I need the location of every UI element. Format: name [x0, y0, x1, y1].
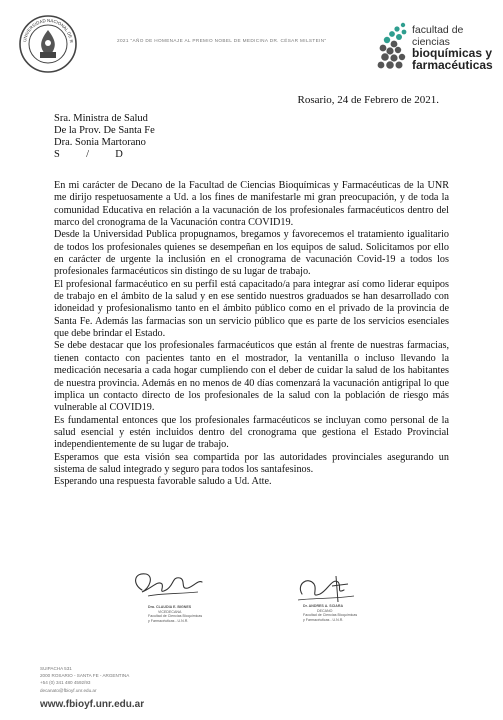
- seal-text: UNIVERSIDAD NACIONAL DE R: [22, 17, 74, 43]
- recipient-line: De la Prov. De Santa Fe: [54, 125, 155, 136]
- university-seal: [18, 14, 78, 74]
- faculty-line-3: bioquímicas y: [412, 46, 493, 60]
- faculty-logo: [375, 20, 410, 70]
- body-paragraph: Esperamos que esta visión sea compartida por las autoridades provinciales asegurando un sistema de salud integrado y seguro para todos los santafesinos.: [54, 451, 449, 475]
- signer-org: Facultad de Ciencias Bioquímicas: [148, 614, 203, 619]
- signer-org: y Farmacéuticas - U.N.R.: [148, 618, 189, 623]
- faculty-line-1: facultad de: [412, 24, 464, 36]
- footer-email[interactable]: decanato@fbioyf.unr.edu.ar: [40, 687, 97, 693]
- signature-left-stamp: [148, 605, 202, 623]
- body-paragraph: El profesional farmacéutico en su perfil está capacitado/a para integrar así como liderar equipos de trabajo en el ámbito de la salud y en ese sentido nuestros graduados se han desarrollado con idoneidad y profesionalismo tanto en el ámbito público como en el privado de la provincia de Santa Fe. Además las farmacias son un servicio público que es parte de los servicios esenciales que debe brindar el Estado.: [54, 278, 449, 340]
- signature-left: [128, 566, 208, 608]
- footer-city: 2000 ROSARIO - SANTA FE - ARGENTINA: [40, 673, 130, 679]
- letter-date: Rosario, 24 de Febrero de 2021.: [297, 94, 439, 106]
- signer-role: VICEDECANA: [158, 609, 182, 614]
- year-motto: 2021 "AÑO DE HOMENAJE AL PREMIO NOBEL DE MEDICINA DR. CÉSAR MILSTEIN": [117, 38, 327, 43]
- signer-name: Dr. ANDRES A. SCIARA: [303, 604, 344, 608]
- body-paragraph: Se debe destacar que los profesionales farmacéuticos que están al frente de nuestras farmacias, tienen contacto con pacientes tanto en el mostrador, la ventanilla o incluso llevando la medicación necesaria a cada hogar cumpliendo con el deber de cuidar la salud de los habitantes de nuestra provincia. Además en no menos de 40 días comenzará la vacunación antigripal lo que implica un contacto directo de los profesionales de la salud con la población de riesgo más vulnerable al COVID19.: [54, 340, 449, 414]
- body-paragraph: Esperando una respuesta favorable saludo a Ud. Atte.: [54, 476, 272, 488]
- faculty-line-2: ciencias: [412, 35, 450, 48]
- recipient-block: [54, 113, 155, 161]
- recipient-line: S / D: [54, 149, 123, 160]
- recipient-line: Dra. Sonia Martorano: [54, 137, 146, 148]
- footer-website-link[interactable]: www.fbioyf.unr.edu.ar: [40, 699, 145, 710]
- footer-contact: [40, 665, 129, 694]
- signature-right-stamp: [303, 604, 357, 622]
- faculty-line-4: farmacéuticas: [412, 58, 493, 72]
- body-paragraph: Desde la Universidad Publica propugnamos, bregamos y favorecemos el tratamiento igualitario de todos los profesionales quienes se desempeñan en los equipos de salud. Solicitamos por ello en carácter de urgente la inclusión en el cronograma de vacunación Covid-19 a todos los profesionales farmacéuticos sin distingo de su lugar de trabajo.: [54, 229, 449, 278]
- footer-address: SUIPACHA 531: [40, 666, 72, 671]
- signer-role: DECANO: [317, 608, 333, 613]
- handwritten-signature-left: [128, 566, 208, 608]
- signer-org: y Farmacéuticas - U.N.R.: [303, 617, 344, 622]
- signer-name: Dra. CLAUDIA E. BIGNES: [148, 605, 192, 609]
- body-paragraph: Es fundamental entonces que los profesionales farmacéuticos se incluyan como personal de la salud esencial y estén incluidos dentro del cronograma que gestiona el Estado Provincial independientemente de su lugar de trabajo.: [54, 414, 449, 451]
- faculty-name: [412, 25, 493, 71]
- recipient-line: Sra. Ministra de Salud: [54, 113, 148, 124]
- letter-body: [54, 180, 449, 489]
- footer-phone: +54 (0) 341 480 4592/93: [40, 680, 91, 686]
- signer-org: Facultad de Ciencias Bioquímicas: [303, 613, 358, 618]
- body-paragraph: En mi carácter de Decano de la Facultad de Ciencias Bioquímicas y Farmacéuticas de la UNR me dirijo respetuosamente a Ud. a los fines de manifestarle mi gran preocupación, y de toda la comunidad Educativa en relación a la vacunación de los profesionales farmacéuticos dentro del marco del cronograma de la Vacunación contra COVID19.: [54, 180, 449, 229]
